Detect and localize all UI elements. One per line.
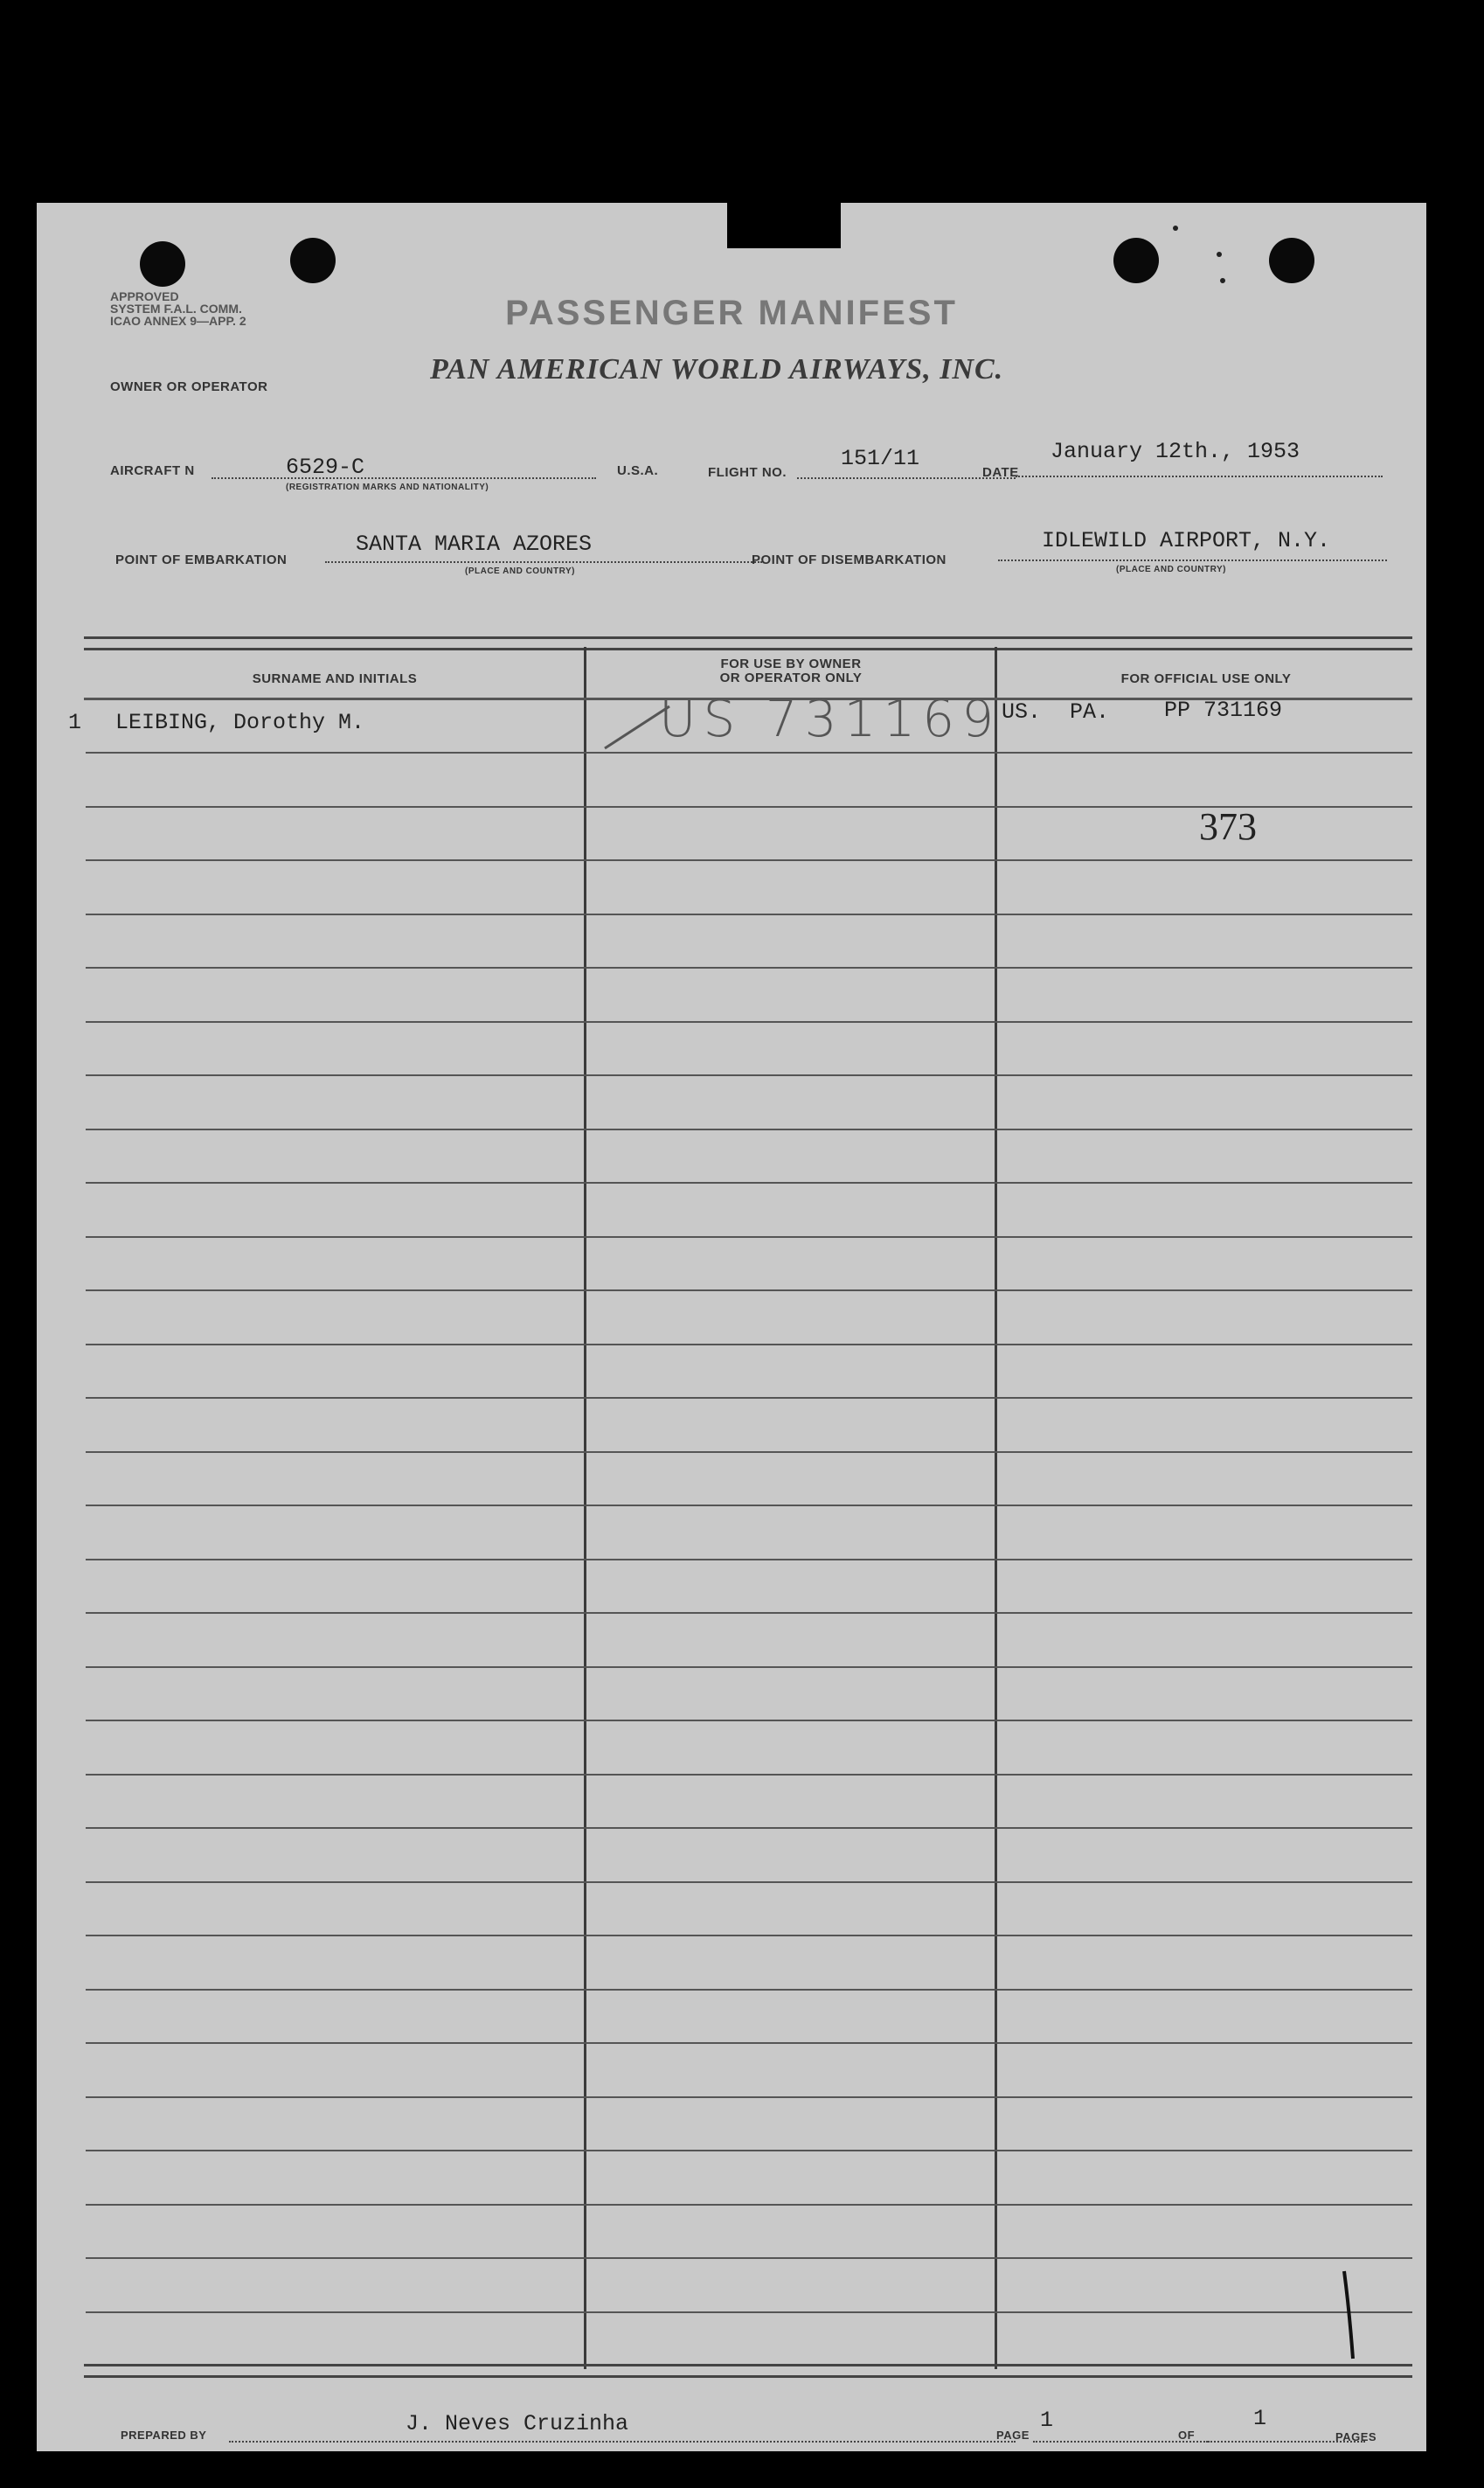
table-row-line [86, 1397, 1412, 1399]
pages-label: PAGES [1335, 2430, 1377, 2443]
official-passport: PP 731169 [1164, 698, 1283, 723]
aircraft-sub-label: (REGISTRATION MARKS AND NATIONALITY) [286, 483, 489, 492]
disembark-underline [998, 559, 1387, 561]
column-divider-2 [995, 647, 997, 2369]
of-label: OF [1178, 2429, 1196, 2442]
date-underline [1016, 476, 1383, 477]
column-header-surname: SURNAME AND INITIALS [252, 671, 418, 686]
table-row-line [86, 914, 1412, 915]
official-nationality: US. [1002, 699, 1042, 725]
pen-stroke [1337, 2268, 1363, 2364]
aircraft-label: AIRCRAFT N [110, 463, 195, 478]
embark-underline [325, 561, 762, 563]
table-row-line [86, 967, 1412, 969]
table-row-line [86, 1881, 1412, 1883]
prepared-underline [229, 2441, 1016, 2443]
punch-hole-right-1 [1113, 238, 1159, 283]
table-top-rule [84, 636, 1412, 650]
table-row-line [86, 2150, 1412, 2151]
aircraft-underline [212, 477, 596, 479]
ink-speck [1173, 226, 1178, 231]
page-value: 1 [1040, 2408, 1054, 2433]
table-row-line [86, 1720, 1412, 1721]
table-row-line [86, 2096, 1412, 2098]
table-row-line [86, 806, 1412, 808]
embark-label: POINT OF EMBARKATION [115, 553, 288, 567]
flight-value: 151/11 [841, 446, 920, 471]
table-row-line [86, 1021, 1412, 1023]
table-row-line [86, 1666, 1412, 1668]
manifest-sheet [37, 203, 1426, 2451]
date-label: DATE [982, 465, 1019, 480]
table-row-line [86, 2257, 1412, 2259]
approval-note: APPROVED SYSTEM F.A.L. COMM. ICAO ANNEX 9—APP. 2 [110, 289, 246, 328]
aircraft-value: 6529-C [286, 455, 365, 480]
table-row-line [86, 1827, 1412, 1829]
table-row-line [86, 2311, 1412, 2313]
ink-speck [1220, 278, 1225, 283]
embark-value: SANTA MARIA AZORES [356, 532, 593, 557]
table-row-line [86, 2042, 1412, 2044]
disembark-value: IDLEWILD AIRPORT, N.Y. [1042, 528, 1331, 553]
operator-name: PAN AMERICAN WORLD AIRWAYS, INC. [430, 353, 1004, 386]
table-row-line [86, 1182, 1412, 1184]
disembark-sub-label: (PLACE AND COUNTRY) [1116, 565, 1226, 574]
column-divider-1 [584, 647, 586, 2369]
column-header-operator-use: FOR USE BY OWNER OR OPERATOR ONLY [719, 657, 863, 685]
table-row-line [86, 1129, 1412, 1130]
table-row-line [86, 1935, 1412, 1936]
table-row-line [86, 1289, 1412, 1291]
table-row-line [86, 1612, 1412, 1614]
binder-tab [727, 199, 841, 248]
table-row-line [86, 752, 1412, 754]
ink-speck [1217, 252, 1222, 257]
prepared-by-value: J. Neves Cruzinha [406, 2411, 629, 2436]
table-row-line [86, 1236, 1412, 1238]
table-row-line [86, 1451, 1412, 1453]
official-code: PA. [1070, 699, 1110, 725]
owner-label: OWNER OR OPERATOR [110, 379, 268, 394]
of-value: 1 [1253, 2406, 1267, 2431]
table-row-line [86, 859, 1412, 861]
punch-hole-left-1 [140, 241, 185, 287]
table-row-line [86, 1344, 1412, 1345]
table-row-line [86, 1505, 1412, 1506]
passenger-number: 1 [68, 710, 82, 735]
table-row-line [86, 1559, 1412, 1560]
flight-label: FLIGHT NO. [708, 465, 787, 480]
date-value: January 12th., 1953 [1051, 439, 1300, 464]
disembark-label: POINT OF DISEMBARKATION [752, 553, 947, 567]
column-header-official: FOR OFFICIAL USE ONLY [1120, 671, 1292, 686]
table-bottom-rule [84, 2364, 1412, 2378]
operator-note: US 731169 [659, 689, 1002, 748]
punch-hole-right-2 [1269, 238, 1314, 283]
form-title: PASSENGER MANIFEST [505, 294, 958, 332]
prepared-by-label: PREPARED BY [121, 2429, 207, 2442]
passenger-name: LEIBING, Dorothy M. [115, 710, 365, 735]
table-row-line [86, 2204, 1412, 2206]
table-row-line [86, 1774, 1412, 1776]
country-label: U.S.A. [617, 463, 659, 478]
page-label: PAGE [996, 2429, 1030, 2442]
table-row-line [86, 1074, 1412, 1076]
official-stamp-number: 373 [1199, 805, 1257, 848]
table-row-line [86, 1989, 1412, 1991]
embark-sub-label: (PLACE AND COUNTRY) [465, 566, 575, 576]
punch-hole-left-2 [290, 238, 336, 283]
